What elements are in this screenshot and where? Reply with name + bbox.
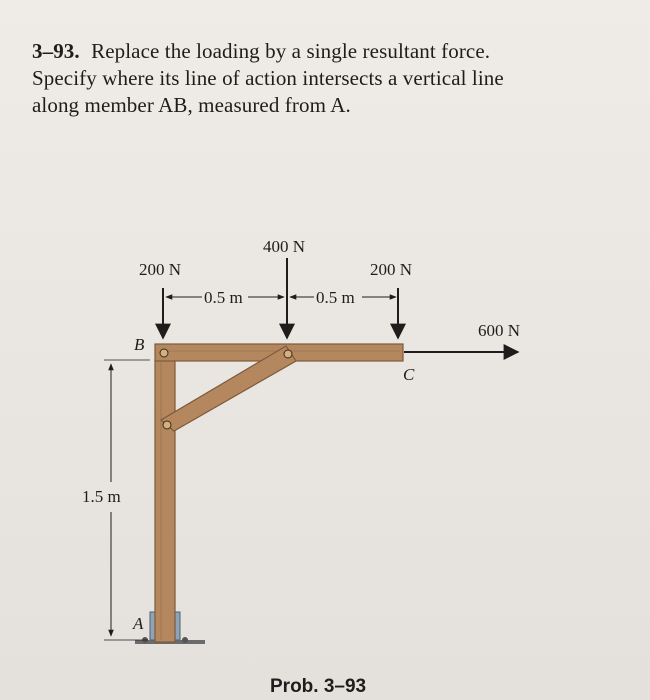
- pin-brace-upper: [284, 350, 292, 358]
- problem-text-line-1: Replace the loading by a single resultant force.: [91, 39, 491, 63]
- anchor-bolt-right: [182, 637, 188, 643]
- load-label-c: 200 N: [370, 260, 413, 279]
- pin-brace-lower: [163, 421, 171, 429]
- point-label-b: B: [134, 335, 145, 354]
- problem-text-line-3: along member AB, measured from A.: [32, 93, 351, 117]
- member-ab: [155, 360, 175, 642]
- problem-number: 3–93.: [32, 39, 80, 63]
- load-label-horizontal: 600 N: [478, 321, 521, 340]
- dim-label-height: 1.5 m: [82, 487, 121, 506]
- dim-label-left: 0.5 m: [204, 288, 243, 307]
- dim-label-right: 0.5 m: [316, 288, 355, 307]
- load-label-mid: 400 N: [263, 237, 306, 256]
- point-label-a: A: [133, 614, 144, 633]
- problem-text-line-2: Specify where its line of action intersects a vertical line: [32, 66, 504, 90]
- pin-b: [160, 349, 168, 357]
- load-label-b: 200 N: [139, 260, 182, 279]
- figure-caption: Prob. 3–93: [270, 676, 367, 697]
- point-label-c: C: [403, 365, 415, 384]
